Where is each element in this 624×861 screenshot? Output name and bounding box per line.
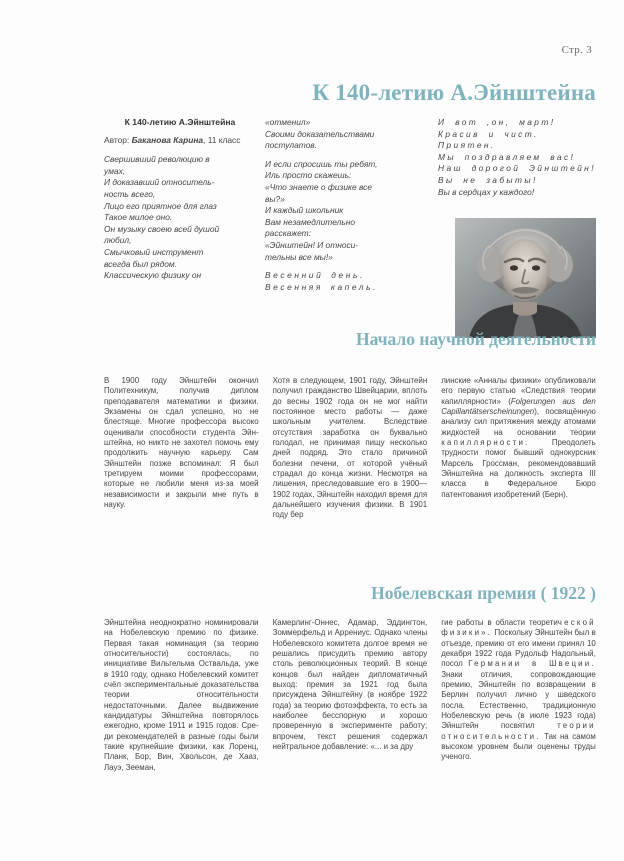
section2-column-1 <box>104 618 259 773</box>
emphasised-spaced-text: капиллярности. <box>441 438 530 448</box>
text-run: Преодолеть трудности помог бывший однокурсник Марсель Гроссман, рекомендовавший Эйнштейна на должность эксперта III класса в Федеральное Бюро патентования изобретений (Берн). <box>441 438 596 499</box>
author-name: Баканова Карина <box>131 134 204 145</box>
poem-line: Смычковый инструмент <box>104 246 204 257</box>
poem-line: Иль просто скажешь: <box>265 170 352 181</box>
poem-line: «отменил» <box>265 117 311 127</box>
poem-line: «Эйнштейн! И относи- <box>265 239 359 250</box>
paragraph: Хотя в следующем, 1901 году, Эйнштейн получил гражданство Швейцарии, вплоть до весны 1902 года он не мог найти постоянное место работы — даже школьным учителем. Вследствие отсутствия заработка он буквально голодал, не принимая пищу несколько дней подряд. Это стало причиной болезни печени, от которой учёный страдал до конца жизни. Несмотря на лишения, преследовавшие его в 1900—1902 годах, Эйнштейн находил время для дальнейшего изучения физики. В 1901 году бер <box>272 376 428 520</box>
paragraph: Камерлинг-Оннес, Адамар, Эддингтон, Зоммерфельд и Аррениус. Однако члены Нобелевского комитета долгое время не решались присудить премию автору столь революционных теорий. В конце концов был найден дипломатичный выход: премия за 1921 год была присуждена Эйнштейну (в ноябре 1922 года) за теорию фотоэффекта, то есть за наиболее бесспорную и хорошо проверенную в эксперименте работу; впрочем, текст решения содержал нейтральное добавление: «... и за дру <box>272 618 428 752</box>
section-heading-scientific-career: Начало научной деятельности <box>355 329 596 349</box>
portrait-image <box>455 218 596 338</box>
poem-line-spaced: И вот ,он, март! <box>438 117 556 127</box>
text-run: ), посвящённую анализу сил притяжения между атомами жидкостей на основании теории <box>441 407 596 437</box>
poem-line: Он музыку своею всей душой <box>104 223 220 234</box>
paragraph <box>441 376 596 500</box>
poem-spacer <box>265 152 413 159</box>
emphasised-spaced-text: теории относительности. <box>441 721 596 741</box>
poem-column-1 <box>104 117 256 282</box>
poem-line: любил, <box>104 235 132 246</box>
poem-line: ность всего, <box>104 188 156 199</box>
poem-line-spaced: Красив и чист. <box>438 128 539 139</box>
paragraph <box>441 618 596 763</box>
emphasised-spaced-text: Германии в Швеции. <box>468 659 596 669</box>
page-number: Стр. 3 <box>561 44 592 56</box>
poem-line: расскажет: <box>265 228 311 239</box>
latin-title-italic: Folgerungen aus den Capillantätserscheinungen <box>441 396 596 417</box>
poem-line: И каждый школьник <box>265 205 344 216</box>
section-heading-nobel-prize: Нобелевская премия ( 1922 ) <box>371 583 596 603</box>
paragraph: Эйнштейна неоднократно номинировали на Нобелевскую премию по физике. Первая такая номинация (за теорию относительности) состоялась, по инициативе Вильгельма Оствальда, уже в 1910 году, однако Нобелевский комитет счёл экспериментальные доказательства теории относительности недостаточными. Далее выдвижение кандидатуры Эйнштейна повторялось ежегодно, кроме 1911 и 1915 годов. Среди рекомендателей в разные годы были такие крупнейшие физики, как Лоренц, Планк, Бор, Вин, Хвольсон, де Хааз, Лауэ, Зееман, <box>104 618 259 772</box>
poem-column-3 <box>438 117 596 198</box>
poem-line: Вам незамедлительно <box>265 216 356 227</box>
poem-line: постулатов. <box>265 140 317 151</box>
poem-line-spaced: Весенний день. <box>265 270 365 281</box>
section1-column-1 <box>104 376 259 521</box>
author-prefix: Автор: <box>104 134 130 145</box>
poem-line: Вы в сердцах у каждого! <box>438 186 535 197</box>
poem-line: вы?» <box>265 193 285 204</box>
poem-heading: К 140-летию А.Эйнштейна <box>124 117 236 127</box>
section1-column-2 <box>273 376 428 521</box>
paragraph: В 1900 году Эйнштейн окончил Политехникум, получив диплом преподавателя математики и физики. Экзамены он сдал успешно, но не блестяще. Многие профессора высоко оценивали способности студента Эйнштейна, но никто не захотел помочь ему продолжить научную карьеру. Сам Эйнштейн позже вспоминал: Я был третируем моими профессорами, которые не любили меня из-за моей независимости и закрыли мне путь в науку. <box>104 376 259 510</box>
poem-line-spaced: Приятен. <box>438 140 496 151</box>
poem-column-2 <box>265 117 413 293</box>
text-run: Так на самом высоком уровнем были оценены труды ученого. <box>441 731 596 762</box>
poem-line-spaced: Весенняя капель. <box>265 281 379 292</box>
section1-columns <box>104 376 596 521</box>
poem-line: всегда был рядом. <box>104 258 177 269</box>
poem-author <box>104 135 256 147</box>
poem-line: И если спросишь ты ребят, <box>265 158 378 169</box>
section2-column-2 <box>273 618 428 773</box>
text-run: Знаки отличия, сопровождающие премию, Эйнштейн по возвращении в Берлин получил лично у шведского посла. Естественно, традиционную Нобелевскую речь (в июле 1923 года) Эйнштейн посвятил <box>441 669 596 731</box>
page-title: К 140-летию А.Эйнштейна <box>312 80 596 105</box>
poem-line: Свершивший революцию в <box>104 154 210 165</box>
poem-line: тельны все мы!» <box>265 251 333 262</box>
emphasised-spaced-text: ческой физики». <box>441 618 596 638</box>
poem-line-spaced: Вы не забыты! <box>438 174 538 185</box>
section1-column-3 <box>441 376 596 521</box>
text-run: гие работы в области теорети <box>441 618 558 627</box>
section2-columns <box>104 618 596 773</box>
poem-line: «Что знаете о физике все <box>265 181 373 192</box>
einstein-portrait-photo <box>455 218 596 338</box>
poem-line: Классическую физику он <box>104 270 202 281</box>
poem-line: Такое милое оно. <box>104 212 173 223</box>
poem-spacer <box>265 263 413 270</box>
poem-line-spaced: Наш дорогой Эйнштейн! <box>438 163 596 174</box>
poem-line-spaced: Мы поздравляем вас! <box>438 151 576 162</box>
section2-column-3 <box>441 618 596 773</box>
author-suffix: , 11 класс <box>203 134 241 145</box>
text-run: линские «Анналы физики» опубликовали его первую статью «Следствия теории капиллярности» ( <box>441 376 596 406</box>
poem-line: Своими доказательствами <box>265 128 375 139</box>
text-run: Поскольку Эйнштейн был в отъезде, премию от его имени принял 10 декабря 1922 года Рудольф Надольный, посол <box>441 628 596 669</box>
poem-line: Лицо его приятное для глаз <box>104 200 217 211</box>
poem-line: И доказавший относитель- <box>104 177 215 188</box>
poem-line: умах, <box>104 165 126 176</box>
